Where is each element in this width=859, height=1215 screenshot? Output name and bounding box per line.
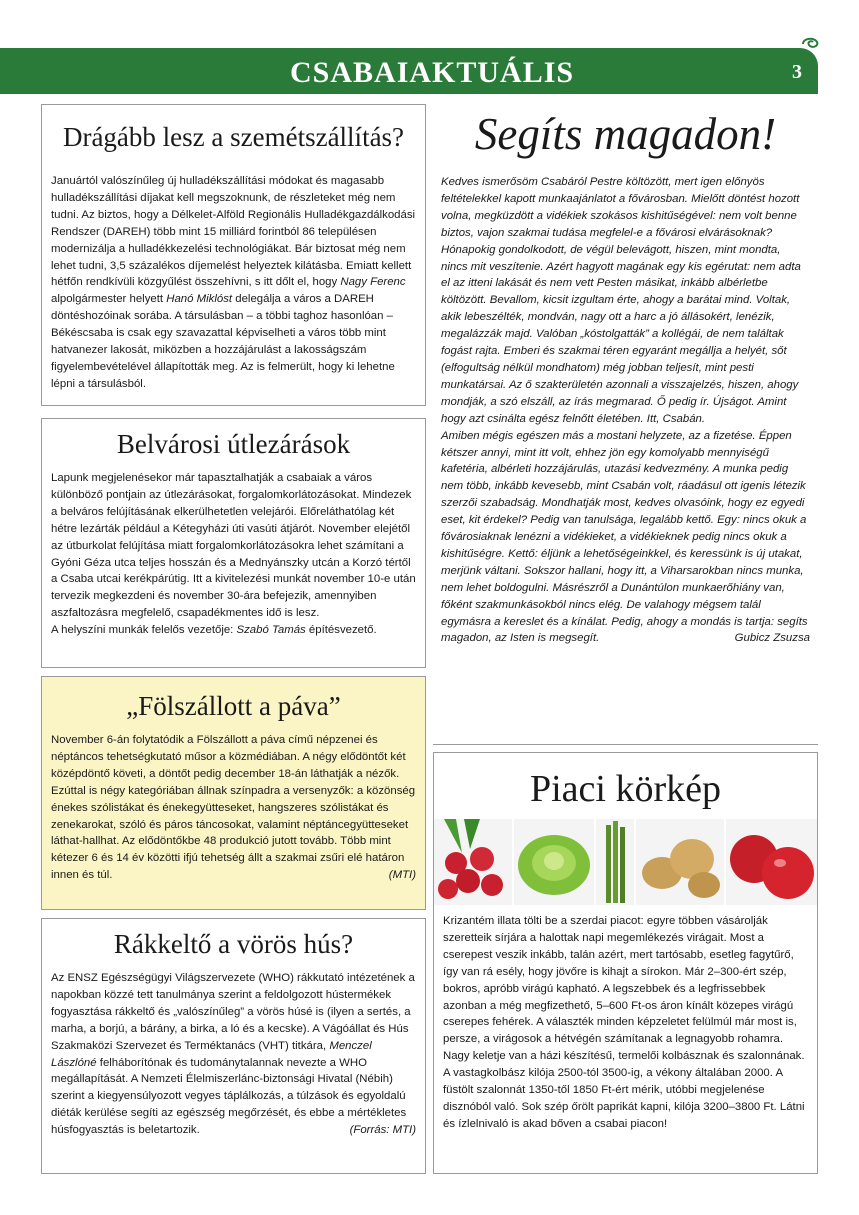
article-body: Januártól valószínűleg új hulladékszállítási módokat és magasabb hulladékszállítási díjakat kell megszoknunk, de részleteket még nem tudni. Az biztos, hogy a Délkelet-Alföld Regionális Hulladékgazdálkodási Rendszer (DAREH) több mint 15 milliárd forintból 86 településen modernizálja a hulladékkezelési technológiákat. Bár biztosat még nem lehet tudni, 3,5 százalékos díjemelést helyeztek kilátásba. Emiatt kellett hétfőn rendkívüli közgyűlést összehívni, s itt dőlt el, hogy Nagy Ferenc alpolgármester helyett Hanó Miklóst delegálja a város a DAREH döntéshozóinak sorába. A társulásban – a többi taghoz hasonlóan – Békéscsaba is csak egy szavazattal képviselheti a város több mint hatvanezer lakosát, miközben a hozzájárulást a lakosságszám figyelembevételével állapították meg. Az is felmerült, hogy ki lehetne lépni a társulásból. bbox=[51, 175, 416, 390]
article-source: (MTI) bbox=[388, 869, 416, 882]
article-title: Rákkeltő a vörös hús? bbox=[113, 929, 354, 959]
article-title: Belvárosi útlezárások bbox=[116, 429, 351, 459]
article-title: Drágább lesz a szemétszállítás? bbox=[62, 122, 405, 152]
page-number: 3 bbox=[792, 61, 802, 83]
potato-image bbox=[636, 819, 724, 905]
radish-image bbox=[434, 819, 512, 905]
lettuce-image bbox=[514, 819, 594, 905]
article-body: Az ENSZ Egészségügyi Világszervezete (WHO) rákkutató intézetének a napokban közzé tett tanulmánya szerint a feldolgozott hústermékek fogyasztása rákkeltő és „valószínűleg” a vörös húsé is (ilyen a sertés, a marha, a borjú, a bárány, a birka, a ló és a kecske). A Vágóállat és Hús Szakmaközi Szervezet és Terméktanács (VHT) titkára, Menczel Lászlóné felháborítónak és tudománytalannak nevezte a WHO megállapítását. A Nemzeti Élelmiszerlánc-biztonsági Hivatal (Nébih) szerint a kiegyensúlyozott vegyes táplálkozás, a túlzások és egyoldalú diéták kerülése segíti az egészség megőrzését, és ebbe a mértékletes húsfogyasztás is beletartozik. (Forrás: MTI) bbox=[42, 960, 425, 1139]
article-red-meat bbox=[41, 918, 426, 1174]
article-road-closures bbox=[41, 418, 426, 668]
person-name: Nagy Ferenc bbox=[340, 276, 406, 289]
article-author: Gubicz Zsuzsa bbox=[734, 632, 810, 645]
article-title: „Fölszállott a páva” bbox=[126, 691, 341, 721]
person-name: Szabó Tamás bbox=[236, 624, 306, 637]
article-body: Kedves ismerősöm Csabáról Pestre költözött, mert igen előnyös feltételekkel kapott munkaajánlatot a fővárosban. Mielőtt döntést hozott volna, megküzdött a vidékiek szokásos kishitűségével: nem volt benne biztos, vajon szakmai tudása megfelel-e a fővárosi elvárásoknak? Hónapokig gondolkodott, de végül belevágott, hiszen, mint mondta, nincs mit veszítenie. Azért hagyott magának egy kis egérutat: nem adta el az itteni lakását és nem vett Pesten másikat, inkább albérletbe költözött. Bevallom, kicsit izgultam érte, ahogy a barátai mind. Voltak, akik lebeszélték, mondván, nagy ott a harc a jó állásokért, lenézik, megalázzák majd. Valóban „kóstolgatták” a kollégái, de nem találtak fogást rajta. Emberi és szakmai téren egyaránt megállja a helyét, sőt (elfogultság nélkül mondhatom) még jobban teljesít, mint pesti munkatársai. Az ő szakterületén azonnali a visszajelzés, hiszen, ahogy mondják, a szó elszáll, az írás megmarad. Ő pedig ír. Újságot. Amint hogy azt csinálta egész felnőtt életében. Itt, Csabán. Amiben mégis egészen más a mostani helyzete, az a fizetése. Éppen kétszer annyi, mint itt volt, ehhez jön egy komolyabb mennyiségű kafetéria, albérleti hozzájárulás, utazási kedvezmény. A munka pedig nem több, inkább kevesebb, mint Csabán volt, ráadásul ott igenis létezik szerzői szabadság. Mondhatják most, kedves olvasóink, hogy ez egyedi eset, kit érdekel? Pedig van tanulsága, legalább kettő. Egy: nincs okuk a fővárosiaknak lenézni a vidékieket, a vidékieknek pedig nincs okuk a kishitűségre. Kettő: éljünk a lehetőségeinkkel, és keressünk is új utakat, merjünk váltani. Sokszor hallani, hogy itt, a Viharsarokban nincs munka, nem lehet boldogulni. Másrészről a Dunántúlon munkaerőhiány van, főként szakmunkásokból nincs elég. De valahogy mégsem talál egymásra a kereslet és a kínálat. Pedig, ahogy a mondás is tartja: segíts magadon, az Isten is megsegít. Gubicz Zsuzsa bbox=[433, 174, 818, 647]
asparagus-image bbox=[596, 819, 634, 905]
article-body: Krizantém illata tölti be a szerdai piacot: egyre többen vásárolják szeretteik sírjára a halottak napi megemlékezés virágait. Most a cserepest veszik inkább, talán azért, mert tartósabb, esetleg fagytűrő, így van rá esély, hogy jövőre is kihajt a sírokon. Már 2–300-ért szép, bokros, apróbb virágú kapható. A legszebbek és a legfrissebbek azonban a még megfizethető, 5–600 Ft-os áron kínált közepes virágú cserepes fehérek. A választék minden képzeletet felülmúl már most is, persze, a virágosok a hétvégén számítanak a legnagyobb rohamra. Nagy keletje van a házi készítésű, termelői kolbásznak és szalonnának. A vastagkolbász kilója 2500-tól 3500-ig, a vékony általában 2000. A füstölt szalonnát 1350-től 1850 Ft-ért mérik, utóbbi megjelenése disznóból való. Sok szép őrölt paprikát kapni, kilója 3200–3800 Ft. Látni és ízlelnivaló is akad bőven a csabai piacon! bbox=[443, 915, 805, 1130]
person-name: Menczel Lászlóné bbox=[51, 1039, 372, 1069]
article-body: Lapunk megjelenésekor már tapasztalhatják a csabaiak a város különböző pontjain az útlezárásokat, forgalomkorlátozásokat. Mindezek a belváros felújításának elkerülhetetlen velejárói. Előreláthatólag két hétre lezárták például a Kétegyházi úti vasúti átjárót. November elejétől az útburkolat felújítása miatt forgalomkorlátozásokra lehet számítani a Gyóni Géza utca teljes hosszán és a Mednyánszky utcán a Korzó tértől a Csaba utcai kerékpárútig. Itt a kivitelezési munkát november 10-e után tervezik megkezdeni és november 30-ára befejezik, amennyiben aszfaltozásra megfelelő, csapadékmentes idő is lesz. A helyszíni munkák felelős vezetője: Szabó Tamás építésvezető. bbox=[51, 472, 416, 637]
produce-photo-strip bbox=[434, 819, 817, 907]
article-market-overview bbox=[433, 752, 818, 1174]
masthead-bar bbox=[0, 48, 818, 94]
article-title: Segíts magadon! bbox=[474, 109, 777, 159]
person-name: Hanó Miklóst bbox=[166, 293, 233, 306]
article-title: Piaci körkép bbox=[529, 768, 721, 810]
article-peacock bbox=[41, 676, 426, 910]
article-source: (Forrás: MTI) bbox=[349, 1124, 416, 1137]
apple-image bbox=[726, 819, 817, 905]
masthead-title: CSABAIAKTUÁLIS bbox=[290, 56, 575, 89]
article-body: November 6-án folytatódik a Fölszállott a páva című népzenei és néptáncos tehetségkutató műsor a közmédiában. A négy elődöntőt két középdöntő követi, a döntőt pedig december 18-án láthatják a nézők. Ezúttal is négy kategóriában állnak színpadra a versenyzők: a közönség énekes szólistákat és énekegyütteseket, hangszeres szólistákat és zenekarokat, szóló és páros táncosokat, valamint néptáncegyütteseket láthat-hallhat. Az elődöntőkbe 48 produkció jutott tovább. Több mint kétezer 6 és 14 év közötti ifjú tehetség állt a szakmai zsűri elé határon innen és túl. (MTI) bbox=[42, 722, 425, 884]
article-garbage-fees bbox=[41, 104, 426, 406]
article-help-yourself bbox=[433, 104, 818, 745]
